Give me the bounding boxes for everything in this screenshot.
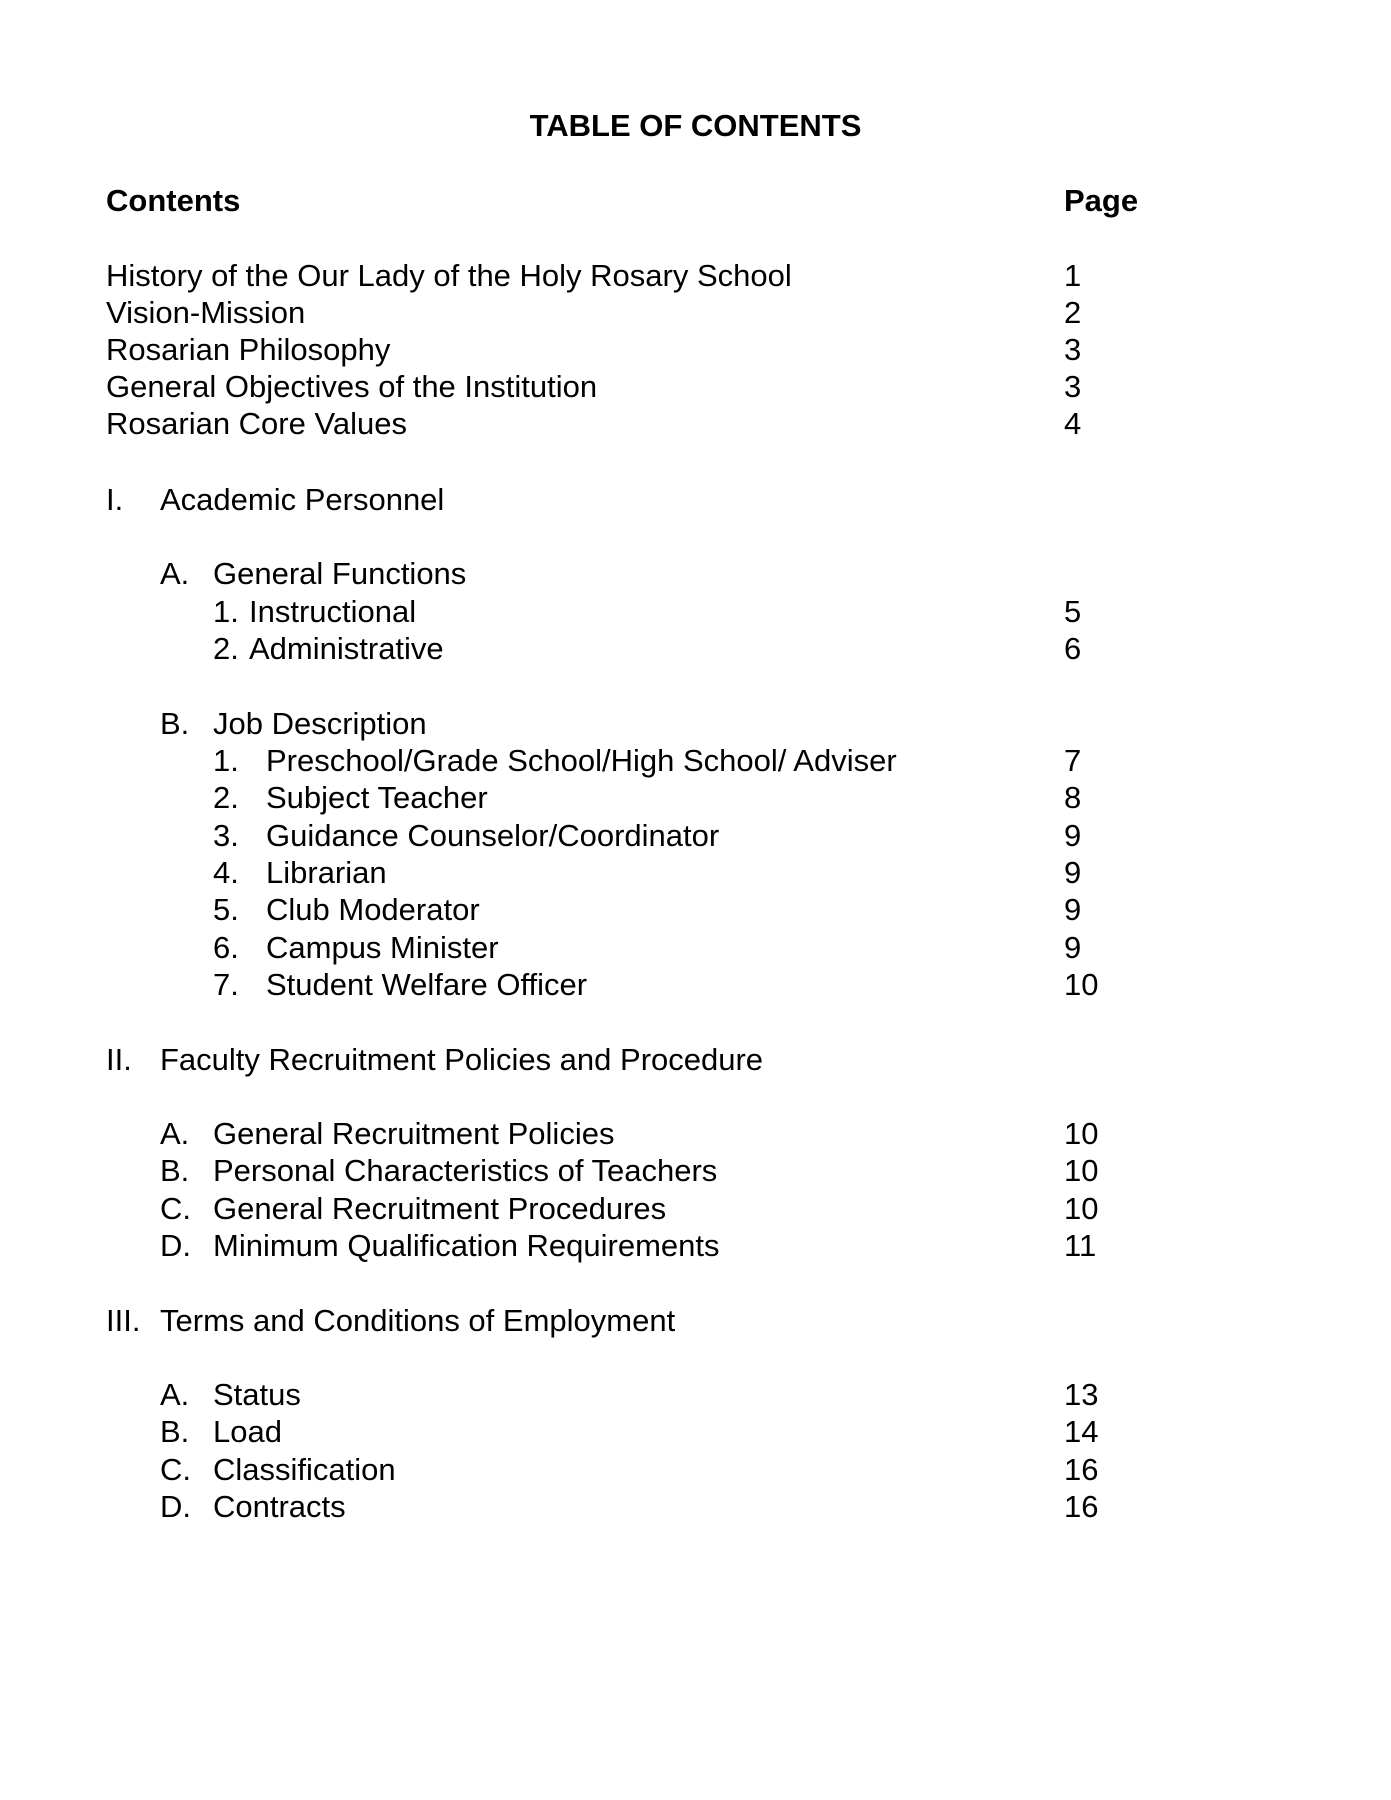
toc-item-adviser[interactable]: Preschool/Grade School/High School/ Adviser	[266, 743, 897, 778]
toc-page-number: 1	[1064, 258, 1082, 293]
toc-subsection-load[interactable]: Load	[213, 1414, 282, 1449]
toc-section-faculty-recruitment[interactable]: Faculty Recruitment Policies and Procedure	[160, 1042, 764, 1077]
toc-page-number: 16	[1064, 1489, 1099, 1524]
toc-subsection-job-description[interactable]: Job Description	[213, 706, 427, 741]
toc-item-guidance-counselor[interactable]: Guidance Counselor/Coordinator	[266, 818, 720, 853]
toc-page-number: 8	[1064, 780, 1082, 815]
item-number: 4.	[213, 855, 239, 890]
item-number: 5.	[213, 892, 239, 927]
toc-entry-objectives[interactable]: General Objectives of the Institution	[106, 369, 598, 404]
item-number: 1.	[213, 743, 239, 778]
toc-section-terms-conditions[interactable]: Terms and Conditions of Employment	[160, 1303, 676, 1338]
item-number: 2.	[213, 631, 239, 666]
subsection-letter: B.	[160, 706, 190, 741]
subsection-letter: D.	[160, 1228, 191, 1263]
toc-page-number: 10	[1064, 1191, 1099, 1226]
toc-item-student-welfare-officer[interactable]: Student Welfare Officer	[266, 967, 588, 1002]
toc-page-number: 7	[1064, 743, 1082, 778]
toc-entry-philosophy[interactable]: Rosarian Philosophy	[106, 332, 391, 367]
subsection-letter: A.	[160, 1116, 190, 1151]
subsection-letter: C.	[160, 1191, 191, 1226]
subsection-letter: C.	[160, 1452, 191, 1487]
toc-subsection-recruitment-procedures[interactable]: General Recruitment Procedures	[213, 1191, 667, 1226]
toc-page-number: 16	[1064, 1452, 1099, 1487]
subsection-letter: B.	[160, 1153, 190, 1188]
toc-page-number: 6	[1064, 631, 1082, 666]
toc-page-number: 10	[1064, 1153, 1099, 1188]
toc-subsection-general-functions[interactable]: General Functions	[213, 556, 467, 591]
subsection-letter: B.	[160, 1414, 190, 1449]
toc-item-librarian[interactable]: Librarian	[266, 855, 387, 890]
toc-entry-history[interactable]: History of the Our Lady of the Holy Rosary School	[106, 258, 792, 293]
toc-section-academic-personnel[interactable]: Academic Personnel	[160, 482, 445, 517]
toc-entry-vision-mission[interactable]: Vision-Mission	[106, 295, 306, 330]
toc-subsection-minimum-qualification[interactable]: Minimum Qualification Requirements	[213, 1228, 720, 1263]
section-numeral: II.	[106, 1042, 132, 1077]
section-numeral: I.	[106, 482, 124, 517]
toc-subsection-personal-characteristics[interactable]: Personal Characteristics of Teachers	[213, 1153, 718, 1188]
section-numeral: III.	[106, 1303, 141, 1338]
toc-page-number: 9	[1064, 818, 1082, 853]
subsection-letter: D.	[160, 1489, 191, 1524]
toc-page-number: 14	[1064, 1414, 1099, 1449]
toc-item-instructional[interactable]: Instructional	[249, 594, 417, 629]
toc-item-campus-minister[interactable]: Campus Minister	[266, 930, 499, 965]
toc-subsection-recruitment-policies[interactable]: General Recruitment Policies	[213, 1116, 615, 1151]
page-column-header: Page	[1064, 183, 1139, 218]
toc-entry-core-values[interactable]: Rosarian Core Values	[106, 406, 407, 441]
toc-subsection-status[interactable]: Status	[213, 1377, 301, 1412]
toc-page-number: 9	[1064, 855, 1082, 890]
toc-page-number: 3	[1064, 332, 1082, 367]
toc-page-number: 9	[1064, 930, 1082, 965]
toc-subsection-contracts[interactable]: Contracts	[213, 1489, 346, 1524]
toc-page-number: 5	[1064, 594, 1082, 629]
toc-page-number: 2	[1064, 295, 1082, 330]
subsection-letter: A.	[160, 556, 190, 591]
toc-subsection-classification[interactable]: Classification	[213, 1452, 396, 1487]
page-title: TABLE OF CONTENTS	[529, 108, 862, 143]
toc-item-administrative[interactable]: Administrative	[249, 631, 444, 666]
toc-page-number: 4	[1064, 406, 1082, 441]
toc-page-number: 11	[1064, 1228, 1097, 1263]
item-number: 1.	[213, 594, 239, 629]
toc-page-number: 9	[1064, 892, 1082, 927]
toc-page-number: 10	[1064, 1116, 1099, 1151]
toc-page-number: 10	[1064, 967, 1099, 1002]
toc-item-subject-teacher[interactable]: Subject Teacher	[266, 780, 488, 815]
toc-page-number: 3	[1064, 369, 1082, 404]
item-number: 3.	[213, 818, 239, 853]
contents-column-header: Contents	[106, 183, 241, 218]
toc-page-number: 13	[1064, 1377, 1099, 1412]
item-number: 7.	[213, 967, 239, 1002]
item-number: 2.	[213, 780, 239, 815]
item-number: 6.	[213, 930, 239, 965]
subsection-letter: A.	[160, 1377, 190, 1412]
toc-item-club-moderator[interactable]: Club Moderator	[266, 892, 480, 927]
